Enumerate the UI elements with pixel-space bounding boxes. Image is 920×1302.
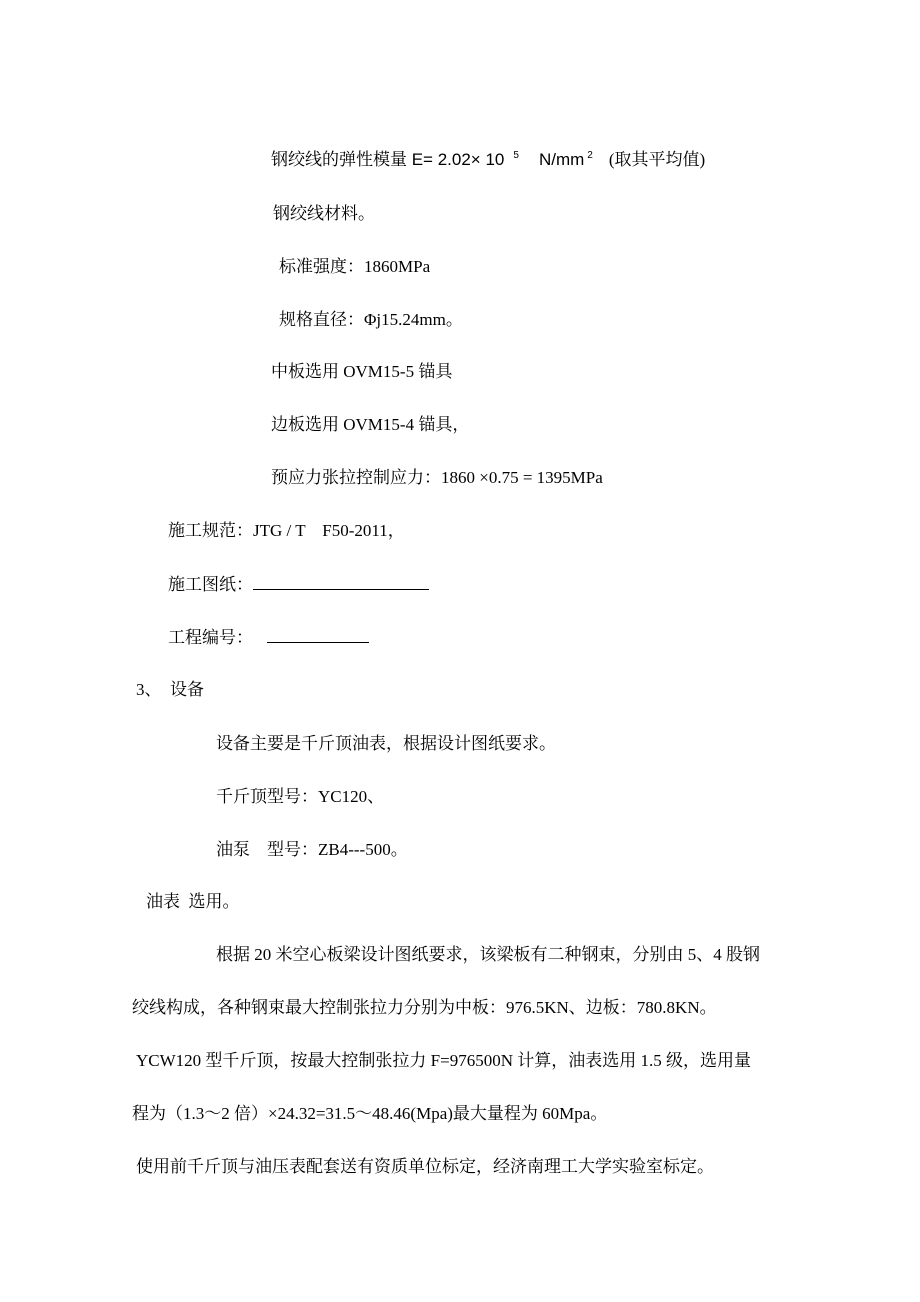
paragraph-line-4: 程为（1.3～2 倍）×24.32=31.5～48.46(Mpa)最大量程为 60Mpa。 <box>132 1104 608 1123</box>
strand-material-line: 钢绞线材料。 <box>273 204 375 223</box>
project-number-line <box>168 626 369 649</box>
gauge-selection-line: 油表 选用。 <box>146 892 240 911</box>
construction-drawing-label: 施工图纸： <box>168 575 253 594</box>
paragraph-line-3: YCW120 型千斤顶，按最大控制张拉力 F=976500N 计算，油表选用 1.5 级，选用量 <box>136 1051 751 1070</box>
edge-plate-anchor-line: 边板选用 OVM15-4 锚具， <box>271 415 470 434</box>
spec-diameter-line: 规格直径：Φj15.24mm。 <box>279 310 463 329</box>
modulus-line <box>271 149 705 174</box>
section-3-heading: 3、 设备 <box>136 680 204 699</box>
modulus-unit: N/mm <box>538 150 585 169</box>
project-number-blank <box>267 626 369 643</box>
construction-spec-line: 施工规范：JTG / T F50-2011， <box>168 521 405 540</box>
paragraph-line-2: 绞线构成，各种钢束最大控制张拉力分别为中板：976.5KN、边板：780.8KN。 <box>132 998 717 1017</box>
standard-strength-line: 标准强度：1860MPa <box>279 257 431 276</box>
calibration-line: 使用前千斤顶与油压表配套送有资质单位标定，经济南理工大学实验室标定。 <box>136 1157 714 1176</box>
modulus-note: (取其平均值) <box>608 150 706 169</box>
mid-plate-anchor-line: 中板选用 OVM15-5 锚具 <box>271 362 453 381</box>
modulus-prefix: 钢绞线的弹性模量 E= 2.02× 10 <box>271 150 505 169</box>
pump-model-line: 油泵 型号：ZB4---500。 <box>216 840 408 859</box>
construction-drawing-line <box>168 573 429 596</box>
project-number-label: 工程编号： <box>168 628 253 647</box>
construction-drawing-blank <box>253 573 429 590</box>
modulus-unit-exponent: 2 <box>587 150 593 161</box>
modulus-exponent: 5 <box>513 150 519 161</box>
prestress-control-line: 预应力张拉控制应力：1860 ×0.75 = 1395MPa <box>271 468 603 487</box>
jack-model-line: 千斤顶型号：YC120、 <box>216 787 385 806</box>
paragraph-line-1: 根据 20 米空心板梁设计图纸要求，该梁板有二种钢束，分别由 5、4 股钢 <box>216 945 760 964</box>
equipment-main-line: 设备主要是千斤顶油表，根据设计图纸要求。 <box>216 734 556 753</box>
